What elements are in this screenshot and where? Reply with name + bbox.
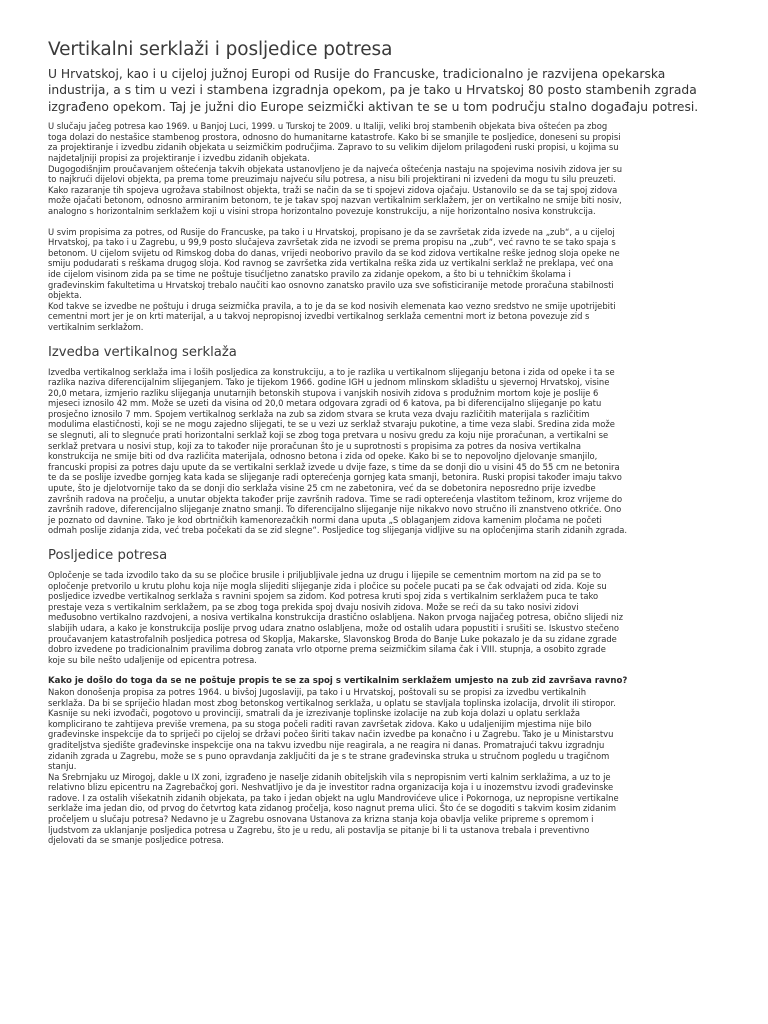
- section-heading-posljedice: Posljedice potresa: [48, 548, 168, 563]
- question-answer-text: Nakon donošenja propisa za potres 1964. u bivšoj Jugoslaviji, pa tako i u Hrvatskoj, poštovali su se propisi za izvedbu vertikalnih serklaža. Da bi se spriječio hladan most zbog betonskog vertikalnog serklaža, u oplatu se stavljala toplinska izolacija, drvolit ili stiropor. Kasnije su neki izvođači, pogotovo u provinciji, smatrali da je izrezivanje toplinske izolacije na zub koja dolazi u oplatu serklaža komplicirano te zahtijeva previše vremena, pa su stoga počeli raditi ravan završetak zidova. Kako u udaljenijim mjestima nije bilo građevinske inspekcije da to spriječi po cijeloj se državi počeo širiti takav način izvedbe pa konačno i u Zagrebu. Tako je u Ministarstvu graditeljstva sjedište građevinske inspekcije ona na takvu izvedbu nije reagirala, a ne reagira ni danas. Promatrajući takvu izgradnju zidanih zgrada u Zagrebu, može se s puno opravdanja zaključiti da je s te strane građevinska struka u stručnom pogledu u tragičnom stanju. Na Srebrnjaku uz Mirogoj, dakle u IX zoni, izgrađeno je naselje zidanih obiteljskih vila s nepropisnim verti kalnim serklažima, a uz to je relativno blizu epicentru na Zagrebačkoj gori. Neshvatljivo je da je investitor radna organizacija koja i u inozemstvu izvodi građevinske radove. I za ostalih višekatnih zidanih objekata, pa tako i jedan objekt na uglu Mandrovićeve ulice i Pokornoga, uz nepropisne vertikalne serklaže ima jedan dio, od prvog do četvrtog kata zidanog pročelja, koso nagnut prema ulici. Što će se dogoditi s takvim kosim zidanim pročeljem u slučaju potresa? Nedavno je u Zagrebu osnovana Ustanova za krizna stanja koja obavlja velike pripreme s opremom i ljudstvom za uklanjanje posljedica potresa u Zagrebu, što je u redu, ali postavlja se pitanje bi li ta ustanova trebala i preventivno djelovati da se smanje posljedice potresa.: [48, 686, 619, 846]
- page-title: Vertikalni serklaži i posljedice potresa: [48, 39, 393, 60]
- section-posljedice-text: Opločenje se tada izvodilo tako da su se pločice brusile i priljubljivale jedna uz drugu i lijepile se cementnim mortom na zid pa se to opločenje pretvorilo u krutu plohu koja nije mogla slijediti slijeganje zida i pločice su počele pucati pa se čak odvajati od zida. Koje su posljedice izvedbe vertikalnog serklaža s ravnini spojem sa zidom. Kod potresa kruti spoj zida s vertikalnim serklažem puca te tako prestaje veza s vertikalnim serklažem, pa se zbog toga prekida spoj dvaju nosivih zidova. Može se reći da su tako nosivi zidovi međusobno vertikalno razdvojeni, a nosiva vertikalna konstrukcija drastično oslabljena. Nakon prvoga najjačeg potresa, obično slijedi niz slabijih udara, a kako je konstrukcija poslije prvog udara znatno oslabljena, može od ostalih udara popustiti i srušiti se. Iskustvo stečeno proučavanjem katastrofalnih posljedica potresa od Skoplja, Makarske, Slavonskog Broda do Banje Luke pokazalo je da su zidane zgrade dobro izvedene po tradicionalnim pravilima dobrog zanata vrlo otporne prema seizmičkim silama čak i VIII. stupnja, a osobito zgrade koje su bile nešto udaljenije od epicentra potresa.: [48, 570, 624, 665]
- section-heading-izvedba: Izvedba vertikalnog serklaža: [48, 344, 237, 360]
- article: [48, 38, 728, 846]
- section-izvedba-text: Izvedba vertikalnog serklaža ima i loših posljedica za konstrukciju, a to je razlika u vertikalnom slijeganju betona i zida od opeke i ta se razlika naziva diferencijalnim slijeganjem. Tako je tijekom 1966. godine IGH u jednom mlinskom skladištu u sjevernoj Hrvatskoj, visine 20,0 metara, izmjerio razliku slijeganja unutarnjih betonskih stupova i vanjskih nosivih zidova s produžnim mortom koje je poslije 6 mjeseci iznosilo 42 mm. Može se uzeti da visina od 20,0 metara odgovara zgradi od 6 katova, pa bi diferencijalno slijeganje po katu prosječno iznosilo 7 mm. Spojem vertikalnog serklaža na zub sa zidom stvara se kruta veza dvaju različitih materijala s različitim modulima elastičnosti, koji se ne mogu zajedno slijegati, te se u vezi uz serklaž stvaraju pukotine, a time veza slabi. Sredina zida može se slegnuti, ali to slegnuće prati horizontalni serklaž koji se zbog toga pretvara u nosivu gredu za koju nije proračunan, a vertikalni se serklaž pretvara u nosivi stup, koji za to također nije proračunan što je u suprotnosti s propisima za potres da nosiva vertikalna konstrukcija ne smije biti od dva različita materijala, odnosno betona i zida od opeke. Kako bi se to nepovoljno djelovanje smanjilo, francuski propisi za potres daju upute da se vertikalni serklaž izvede u dvije faze, s time da se donji dio u visini 45 do 55 cm ne betonira te da se poslije izvedbe gornjeg kata kada se slijeganje radi opterećenja gornjeg kata smanji, betonira. Ruski propisi također imaju takvo upute, što je djelotvornije tako da se donji dio serklaža visine 25 cm ne zabetonira, već da se dobetonira neposredno prije izvedbe završnih radova na pročelju, a unutar objekta također prije završnih radova. Time se radi opterećenja vlastitom težinom, kroz vrijeme do završnih radove, diferencijalno slijeganje znatno smanji. To diferencijalno slijeganje nije nikakvo novo stručno ili znanstveno otkriće. Ono je poznato od davnine. Tako je kod obrtničkih kamenorezačkih normi dana uputa „S oblaganjem zidova kamenim pločama ne početi odmah poslije zidanja zida, već treba počekati da se zid slegne“. Posljedice tog slijeganja vidljive su na opločenjima starih zidanih zgrada.: [48, 366, 628, 536]
- lead-paragraph: U Hrvatskoj, kao i u cijeloj južnoj Europi od Rusije do Francuske, tradicionalno je razvijena opekarska industrija, a s tim u vezi i stambena izgradnja opekom, pa je tako u Hrvatskoj 80 posto stambenih zgrada izgrađeno opekom. Taj je južni dio Europe seizmički aktivan te se u tom području stalno događaju potresi.: [48, 67, 699, 114]
- paragraph-gap: [48, 217, 728, 227]
- intro-paragraph-1: U slučaju jačeg potresa kao 1969. u Banjoj Luci, 1999. u Turskoj te 2009. u Italiji, veliki broj stambenih objekata biva oštećen pa zbog toga dolazi do nestašice stambenog prostora, odnosno do humanitarne katastrofe. Kako bi se smanjile te posljedice, doneseni su propisi za projektiranje i izvedbu zidanih objekata u seizmičkim područjima. Zapravo to su velikim dijelom prilagođeni ruski propisi, u kojima su najdetaljniji propisi za projektiranje i izvedbu zidanih objekata. Dugogodišnjim proučavanjem oštećenja takvih objekata ustanovljeno je da najveća oštećenja nastaju na spojevima nosivih zidova jer su to najkrući dijelovi objekta, pa prema tome preuzimaju najveću silu potresa, a nisu bili projektirani ni izvedeni da mogu tu silu preuzeti. Kako razaranje tih spojeva ugrožava stabilnost objekta, traži se način da se ti spojevi zidova ojačaju. Ustanovilo se da se taj spoj zidova može ojačati betonom, odnosno armiranim betonom, te je takav spoj nazvan vertikalnim serklažem, jer on vertikalno ne smije biti nosiv, analogno s horizontalnim serklažem koji u visini stropa horizontalno povezuje konstrukciju, a nije horizontalno nosiva konstrukcija.: [48, 121, 623, 216]
- intro-paragraph-2: U svim propisima za potres, od Rusije do Francuske, pa tako i u Hrvatskoj, propisano je da se završetak zida izvede na „zub“, a u cijeloj Hrvatskoj, pa tako i u Zagrebu, u 99,9 posto slučajeva završetak zida ne izvodi se prema propisu na „zub“, već ravno te se tako spaja s betonom. U cijelom svijetu od Rimskog doba do danas, vrijedi neoborivo pravilo da se kod zidova vertikalne reške jednog sloja opeke ne smiju podudarati s reškama drugog sloja. Kod ravnog se završetka zida vertikalna reška zida uz vertikalni serklaž ne preklapa, već ona ide cijelom visinom zida pa se time ne poštuje tisućljetno zanatsko pravilo za zidanje opekom, a što bi u tehničkim školama i građevinskim fakultetima u Hrvatskoj trebalo naučiti kao osnovno zanatsko pravilo uza sve sofisticiranije metode proračuna stabilnosti objekta. Kod takve se izvedbe ne poštuju i druga seizmička pravila, a to je da se kod nosivih elemenata kao vezno sredstvo ne smije upotrijebiti cementni mort jer je on krti materijal, a u takvoj nepropisnoj izvedbi vertikalnog serklaža cementni mort iz betona povezuje zid s vertikalnim serklažom.: [48, 226, 620, 332]
- question-heading: Kako je došlo do toga da se ne poštuje propis te se za spoj s vertikalnim serklažem umjesto na zub zid završava ravno?: [48, 676, 628, 687]
